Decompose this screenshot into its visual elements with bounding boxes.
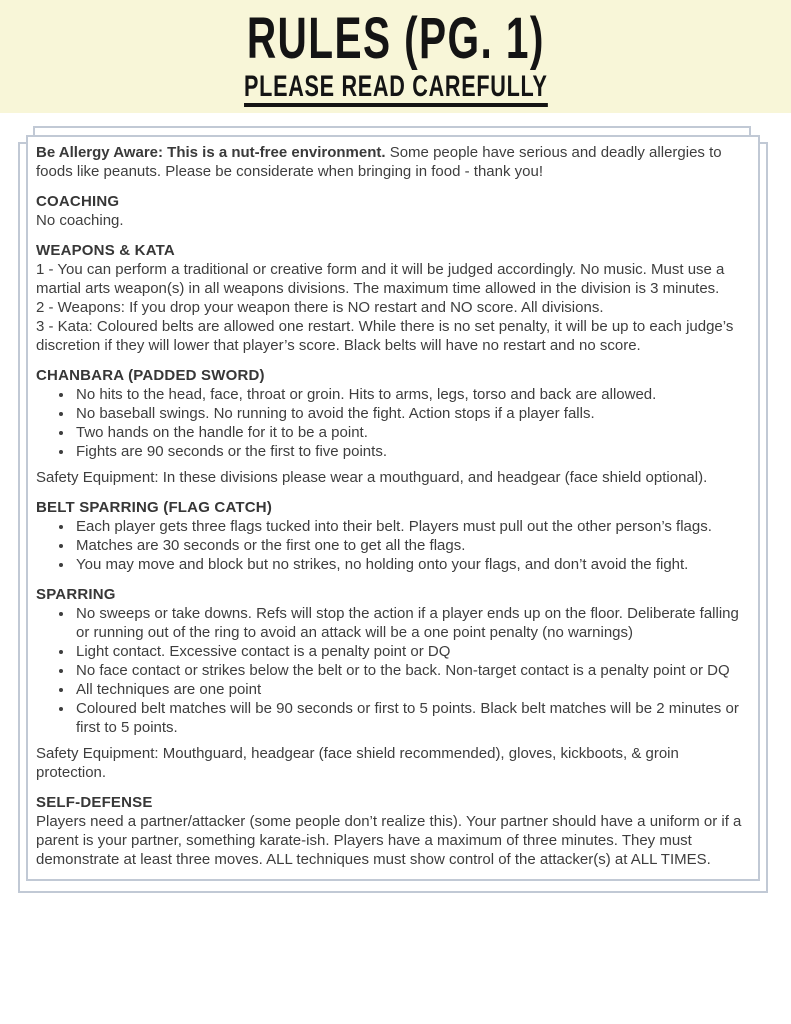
bullet-item: • No baseball swings. No running to avoid the fight. Action stops if a player falls.	[74, 404, 752, 423]
rules-paragraph: No coaching.	[36, 212, 124, 229]
bullet-item: • Matches are 30 seconds or the first one to get all the flags.	[74, 536, 752, 555]
safety-note: Safety Equipment: Mouthguard, headgear (face shield recommended), gloves, kickboots, & groin protection.	[36, 745, 679, 781]
page-subtitle: PLEASE READ CAREFULLY	[244, 71, 548, 108]
bullet-item: • No face contact or strikes below the belt or to the back. Non-target contact is a penalty point or DQ	[74, 661, 752, 680]
bullet-list	[36, 604, 752, 737]
bullet-item: • Each player gets three flags tucked into their belt. Players must pull out the other person’s flags.	[74, 517, 752, 536]
section-sparring	[36, 585, 752, 782]
rules-card	[26, 135, 760, 881]
bullet-item: • No hits to the head, face, throat or groin. Hits to arms, legs, torso and back are allowed.	[74, 385, 752, 404]
bullet-item: • No sweeps or take downs. Refs will stop the action if a player ends up on the floor. Deliberate falling or running out of the ring to avoid an attack will be a one point penalty (no warnings)	[74, 604, 752, 642]
header-band	[0, 0, 791, 113]
rules-paragraph: 3 - Kata: Coloured belts are allowed one restart. While there is no set penalty, it will be up to each judge’s discretion if they will lower that player’s score. Black belts will have no restart and no score.	[36, 318, 734, 354]
bullet-item: • All techniques are one point	[74, 680, 752, 699]
section-heading: SPARRING	[36, 586, 116, 603]
section-chanbara	[36, 366, 752, 487]
section-heading: WEAPONS & KATA	[36, 242, 175, 259]
bullet-list	[36, 517, 752, 574]
rules-paragraph: 1 - You can perform a traditional or creative form and it will be judged accordingly. No music. Must use a martial arts weapon(s) in all weapons divisions. The maximum time allowed in the division is 3 minutes.	[36, 261, 725, 297]
section-belt-sparring	[36, 498, 752, 574]
allergy-notice-bold: Be Allergy Aware: This is a nut-free environment.	[36, 144, 386, 161]
bullet-item: • Coloured belt matches will be 90 seconds or first to 5 points. Black belt matches will be 2 minutes or first to 5 points.	[74, 699, 752, 737]
section-weapons-kata	[36, 241, 752, 355]
bullet-item: • Two hands on the handle for it to be a point.	[74, 423, 752, 442]
page-title: RULES (PG. 1)	[246, 5, 545, 71]
safety-note: Safety Equipment: In these divisions please wear a mouthguard, and headgear (face shield optional).	[36, 469, 708, 486]
bullet-item: • Fights are 90 seconds or the first to five points.	[74, 442, 752, 461]
rules-card-stack	[26, 135, 760, 881]
section-self-defense	[36, 793, 752, 869]
allergy-notice	[36, 143, 752, 181]
bullet-item: • Light contact. Excessive contact is a penalty point or DQ	[74, 642, 752, 661]
section-coaching	[36, 192, 752, 230]
bullet-list	[36, 385, 752, 461]
rules-paragraph: Players need a partner/attacker (some people don’t realize this). Your partner should have a uniform or if a parent is your partner, something karate-ish. Players have a maximum of three minutes. They must demonstrate at least three moves. ALL techniques must show control of the attacker(s) at ALL TIMES.	[36, 813, 742, 868]
section-heading: SELF-DEFENSE	[36, 794, 153, 811]
section-heading: BELT SPARRING (FLAG CATCH)	[36, 499, 273, 516]
allergy-notice-rest: Some people have serious and deadly allergies to foods like peanuts. Please be considerate when bringing in food - thank you!	[36, 144, 722, 180]
bullet-item: • You may move and block but no strikes, no holding onto your flags, and don’t avoid the fight.	[74, 555, 752, 574]
section-heading: COACHING	[36, 193, 120, 210]
rules-paragraph: 2 - Weapons: If you drop your weapon there is NO restart and NO score. All divisions.	[36, 299, 604, 316]
section-heading: CHANBARA (PADDED SWORD)	[36, 367, 265, 384]
